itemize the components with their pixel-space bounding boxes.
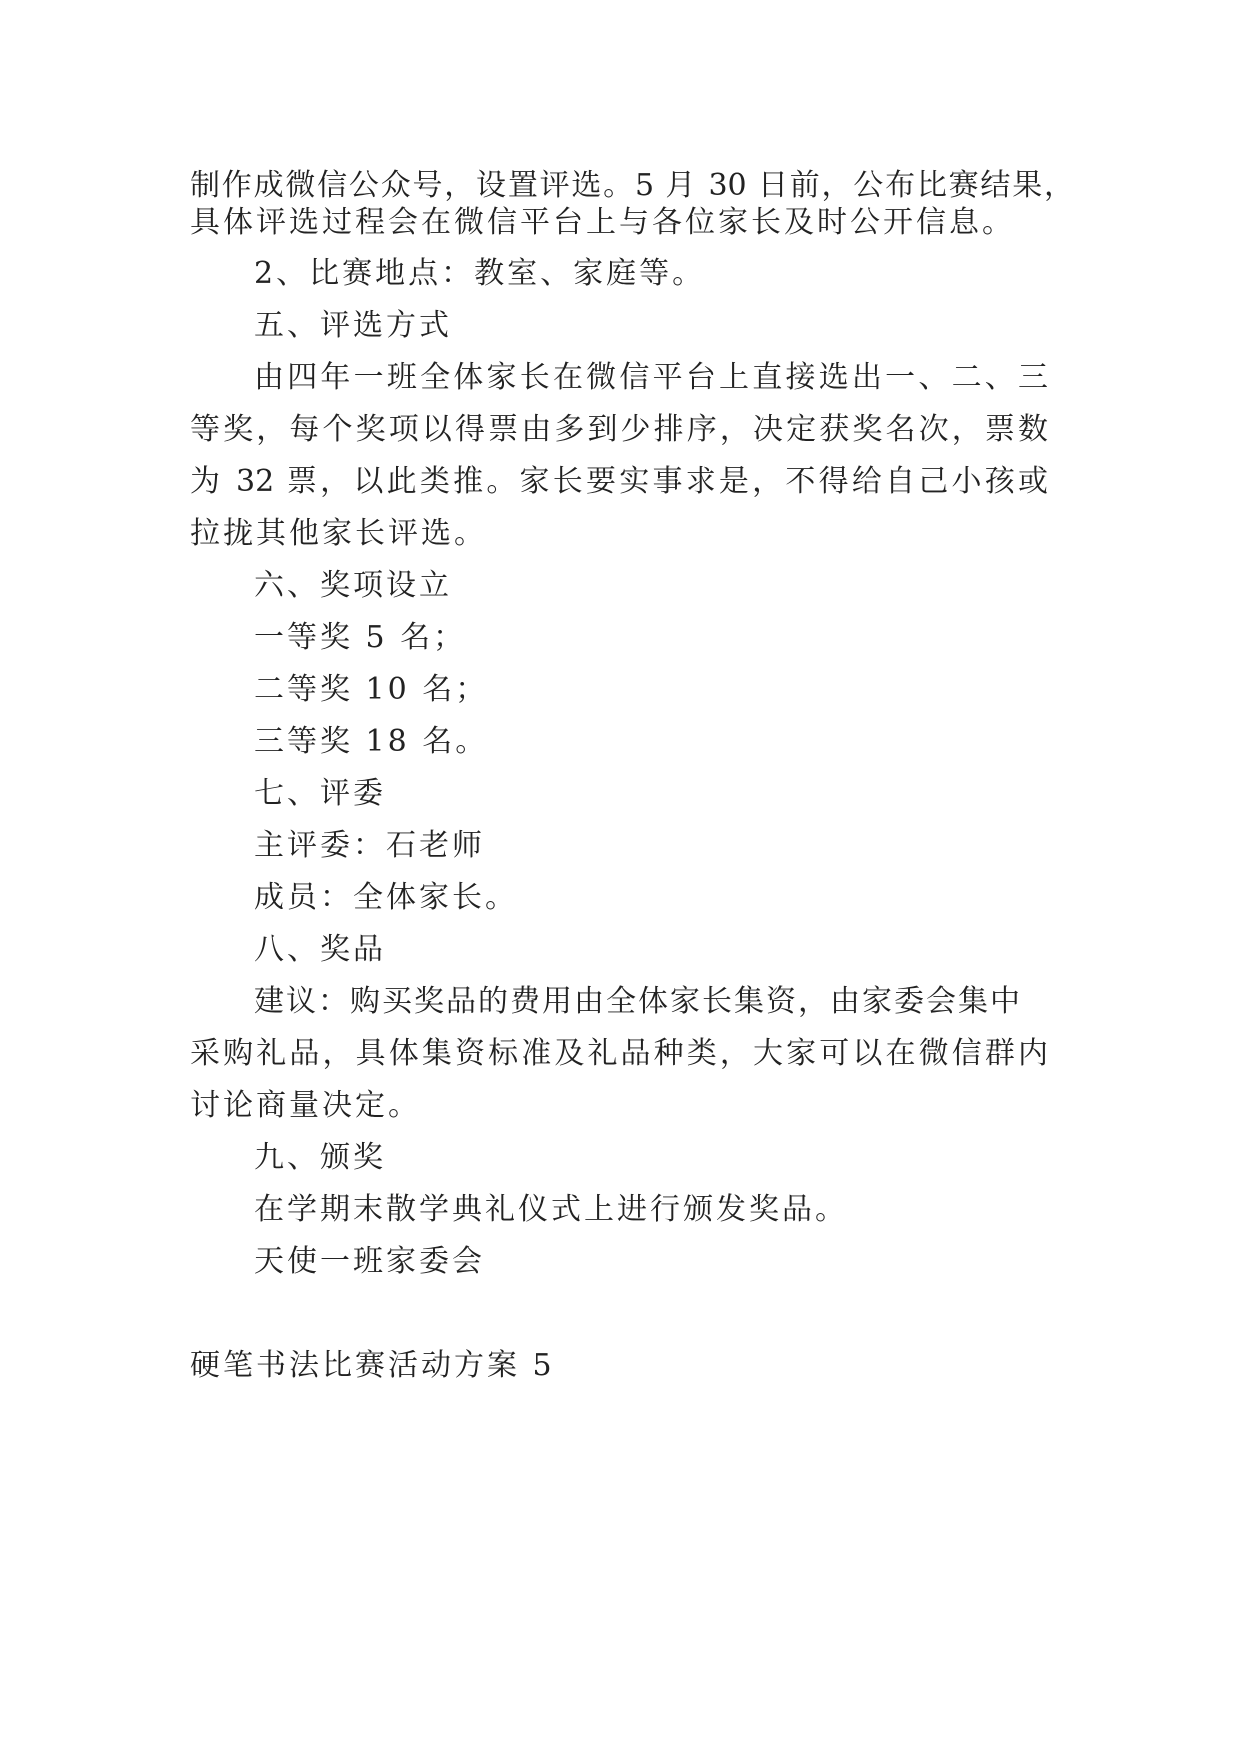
section-heading: 五、评选方式 — [254, 308, 452, 343]
paragraph-line: 等奖，每个奖项以得票由多到少排序，决定获奖名次，票数 — [190, 412, 1048, 447]
paragraph-line: 拉拢其他家长评选。 — [190, 516, 487, 551]
paragraph-line: 2、比赛地点：教室、家庭等。 — [254, 256, 706, 291]
document-title: 硬笔书法比赛活动方案 5 — [190, 1348, 555, 1383]
paragraph-line: 采购礼品，具体集资标准及礼品种类，大家可以在微信群内 — [190, 1036, 1048, 1071]
section-heading: 七、评委 — [254, 776, 386, 811]
signature-line: 天使一班家委会 — [254, 1244, 485, 1279]
section-heading: 六、奖项设立 — [254, 568, 452, 603]
paragraph-line: 成员：全体家长。 — [254, 880, 518, 915]
list-item: 三等奖 18 名。 — [254, 724, 489, 759]
paragraph-line: 制作成微信公众号，设置评选。5 月 30 日前，公布比赛结果， — [190, 168, 1074, 203]
paragraph-line: 具体评选过程会在微信平台上与各位家长及时公开信息。 — [190, 205, 1015, 240]
section-heading: 九、颁奖 — [254, 1140, 386, 1175]
list-item: 一等奖 5 名； — [254, 620, 467, 655]
paragraph-line: 建议：购买奖品的费用由全体家长集资，由家委会集中 — [254, 984, 1020, 1019]
list-item: 二等奖 10 名； — [254, 672, 489, 707]
paragraph-line: 为 32 票，以此类推。家长要实事求是，不得给自己小孩或 — [190, 464, 1048, 499]
paragraph-line: 主评委：石老师 — [254, 828, 485, 863]
paragraph-line: 讨论商量决定。 — [190, 1088, 421, 1123]
section-heading: 八、奖品 — [254, 932, 386, 967]
paragraph-line: 由四年一班全体家长在微信平台上直接选出一、二、三 — [254, 360, 1048, 395]
paragraph-line: 在学期末散学典礼仪式上进行颁发奖品。 — [254, 1192, 848, 1227]
